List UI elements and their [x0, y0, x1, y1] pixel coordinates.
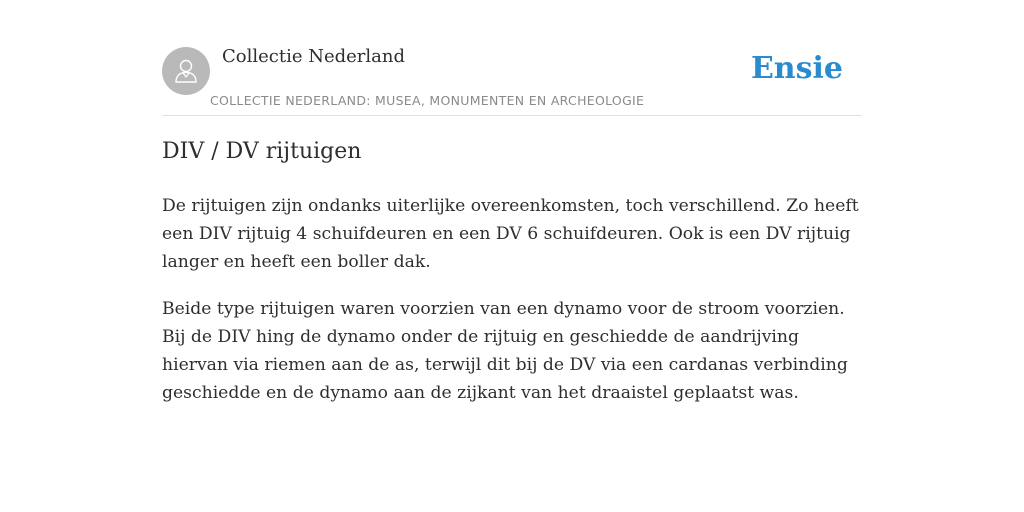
user-icon	[171, 56, 201, 86]
brand-logo[interactable]: Ensie	[750, 51, 843, 86]
article-title: DIV / DV rijtuigen	[162, 139, 362, 164]
author-subtitle[interactable]: COLLECTIE NEDERLAND: MUSEA, MONUMENTEN EN ARCHEOLOGIE	[210, 93, 645, 108]
author-avatar[interactable]	[162, 47, 210, 95]
article-paragraph: De rijtuigen zijn ondanks uiterlijke overeenkomsten, toch verschillend. Zo heeft een DIV rijtuig 4 schuifdeuren en een DV 6 schuifdeuren. Ook is een DV rijtuig langer en heeft een boller dak.	[162, 196, 859, 272]
article-paragraph: Beide type rijtuigen waren voorzien van een dynamo voor de stroom voorzien. Bij de DIV hing de dynamo onder de rijtuig en geschiedde de aandrijving hiervan via riemen aan de as, terwijl dit bij de DV via een cardanas verbinding geschiedde en de dynamo aan de zijkant van het draaistel geplaatst was.	[162, 299, 848, 403]
header-divider	[162, 115, 862, 116]
author-name[interactable]: Collectie Nederland	[222, 46, 406, 67]
article-body	[162, 192, 867, 426]
